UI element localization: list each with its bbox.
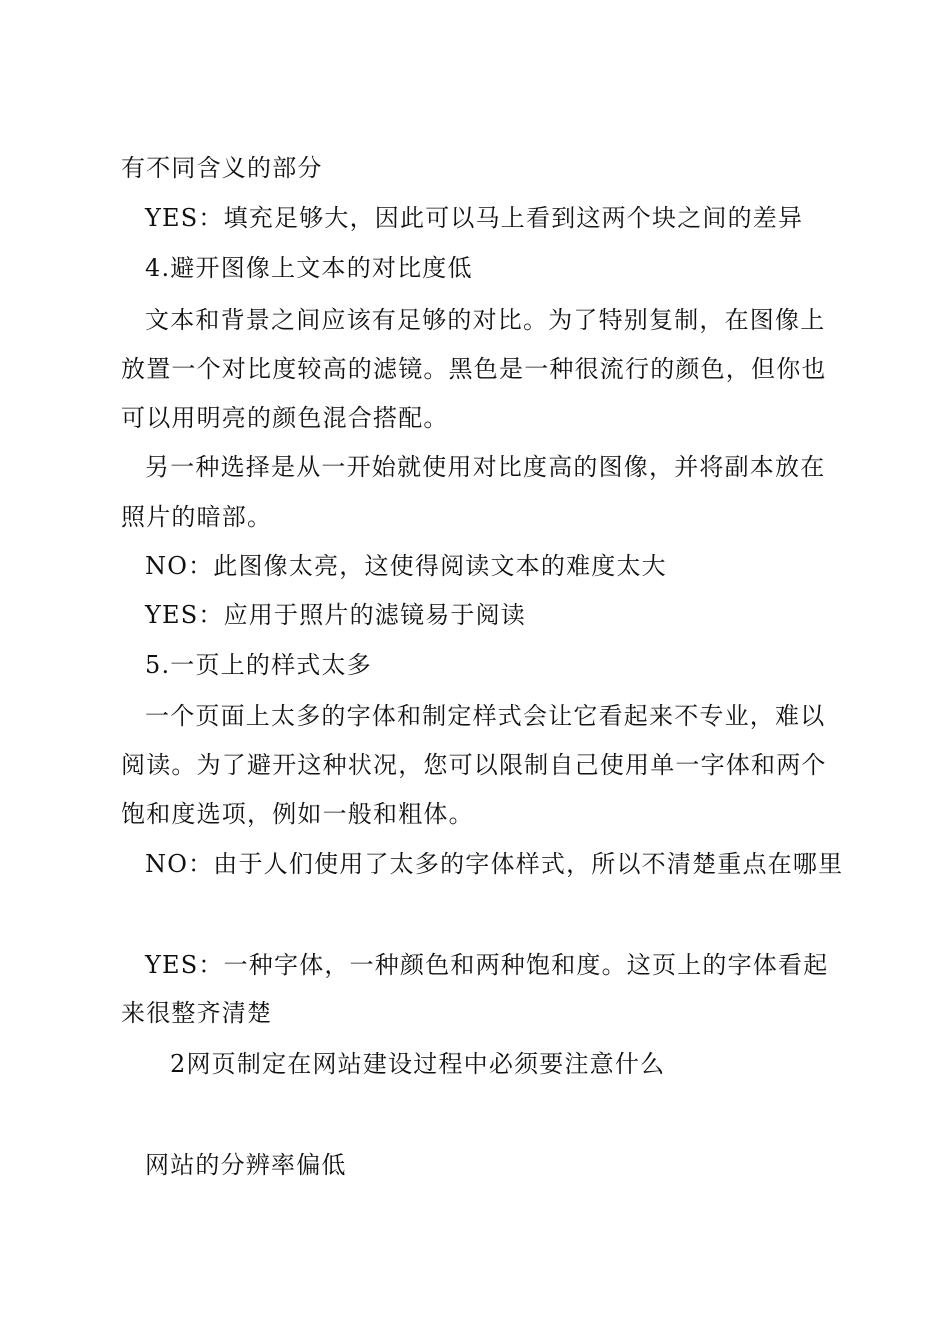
paragraph-line: 饱和度选项，例如一般和粗体。: [121, 800, 474, 828]
section-heading: 4.避开图像上文本的对比度低: [145, 254, 473, 282]
paragraph-line: 放置一个对比度较高的滤镜。黑色是一种很流行的颜色，但你也: [121, 355, 827, 383]
section-heading: 5.一页上的样式太多: [145, 651, 372, 679]
paragraph-line: 来很整齐清楚: [121, 999, 273, 1027]
paragraph-line: 阅读。为了避开这种状况，您可以限制自己使用单一字体和两个: [121, 751, 827, 779]
paragraph-line: 可以用明亮的颜色混合搭配。: [121, 404, 449, 432]
paragraph-line: 另一种选择是从一开始就使用对比度高的图像，并将副本放在: [145, 453, 826, 481]
subsection-heading: 网站的分辨率偏低: [145, 1151, 347, 1179]
no-example-line: NO：此图像太亮，这使得阅读文本的难度太大: [145, 552, 667, 580]
yes-example-line: YES：填充足够大，因此可以马上看到这两个块之间的差异: [145, 204, 804, 232]
paragraph-line: 有不同含义的部分: [121, 154, 323, 182]
section-heading: 2网页制定在网站建设过程中必须要注意什么: [170, 1050, 666, 1078]
paragraph-line: 照片的暗部。: [121, 503, 273, 531]
paragraph-line: 一个页面上太多的字体和制定样式会让它看起来不专业，难以: [145, 702, 826, 730]
yes-example-line: YES：一种字体，一种颜色和两种饱和度。这页上的字体看起: [145, 951, 829, 979]
paragraph-line: 文本和背景之间应该有足够的对比。为了特别复制，在图像上: [145, 306, 826, 334]
yes-example-line: YES：应用于照片的滤镜易于阅读: [145, 601, 527, 629]
no-example-line: NO：由于人们使用了太多的字体样式，所以不清楚重点在哪里: [145, 850, 844, 878]
